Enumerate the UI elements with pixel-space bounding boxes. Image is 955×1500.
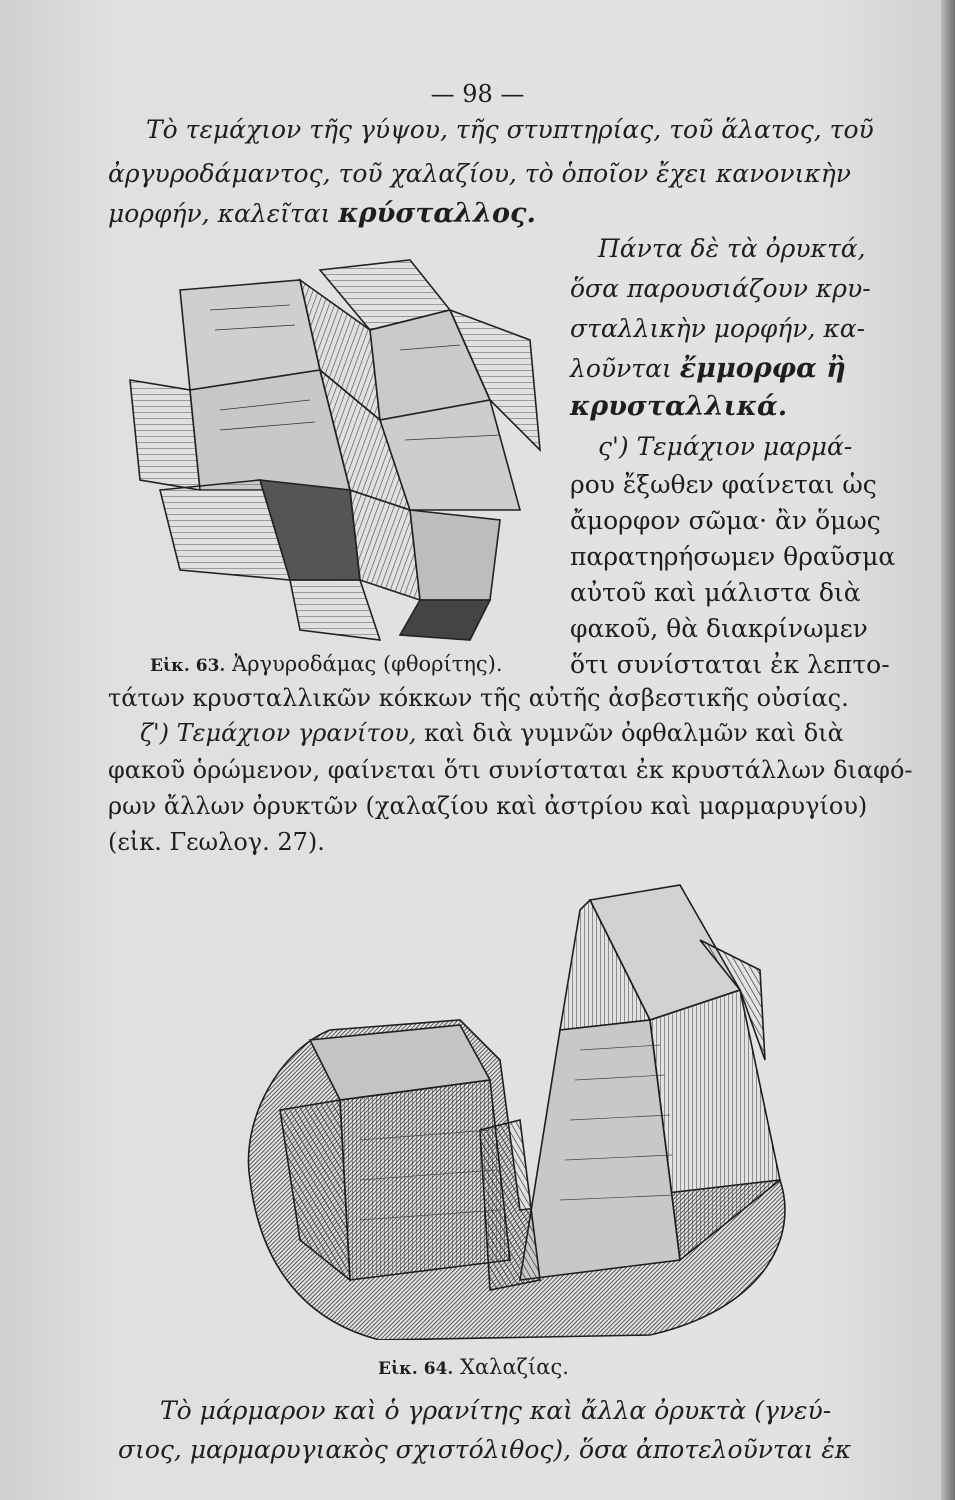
text-line: Τὸ τεμάχιον τῆς γύψου, τῆς στυπτηρίας, τοῦ ἅλατος, τοῦ [146,115,874,144]
text-fragment: καὶ διὰ γυμνῶν ὀφθαλμῶν καὶ διὰ [424,719,844,747]
text-line [140,718,844,748]
term-krystallika: κρυσταλλικά. [570,391,788,422]
figure-64-caption [378,1355,569,1379]
quartz-crystal-illustration [220,880,820,1340]
para7-label: ζ') Τεμάχιον γρανίτου, [140,719,417,747]
figure-63-label: Εἰκ. 63. [150,656,226,676]
figure-63-caption [150,652,503,676]
text-line: ὅσα παρουσιάζουν κρυ- [570,274,871,303]
term-krystallos: κρύσταλλος. [338,198,536,229]
text-line: ἄμορφον σῶμα· ἂν ὅμως [570,506,881,535]
text-line [108,199,536,229]
text-line: (εἰκ. Γεωλογ. 27). [108,828,325,856]
text-line: ρου ἔξωθεν φαίνεται ὡς [570,470,877,499]
text-line: παρατηρήσωμεν θραῦσμα [570,542,896,571]
text-line: σταλλικὴν μορφήν, κα- [570,314,866,343]
text-line: Πάντα δὲ τὰ ὀρυκτά, [598,234,866,263]
figure-64-label: Εἰκ. 64. [378,1359,454,1379]
text-line: φακοῦ, θὰ διακρίνωμεν [570,614,868,643]
text-line: ἀργυροδάμαντος, τοῦ χαλαζίου, τὸ ὁποῖον ἔχει κανονικὴν [108,159,851,188]
text-line [570,354,846,384]
figure-64-title: Χαλαζίας. [460,1355,569,1379]
text-line: σιος, μαρμαρυγιακὸς σχιστόλιθος), ὅσα ἀποτελοῦνται ἐκ [118,1435,852,1464]
text-line: ρων ἄλλων ὀρυκτῶν (χαλαζίου καὶ ἀστρίου καὶ μαρμαρυγίου) [108,792,868,820]
text-line: ὅτι συνίσταται ἐκ λεπτο- [570,650,890,679]
text-line: φακοῦ ὁρώμενον, φαίνεται ὅτι συνίσταται ἐκ κρυστάλλων διαφό- [108,756,913,784]
text-line: αὐτοῦ καὶ μάλιστα διὰ [570,578,861,607]
text-line: Τὸ μάρμαρον καὶ ὁ γρανίτης καὶ ἄλλα ὀρυκτὰ (γνεύ- [160,1396,832,1425]
text-fragment: μορφήν, καλεῖται [108,199,331,228]
text-line [598,432,852,462]
para6-label: ς') Τεμάχιον μαρμά- [598,432,853,461]
page-edge [941,0,955,1500]
text-fragment: λοῦνται [570,354,672,383]
figure-63-title: Ἀργυροδάμας (φθορίτης). [232,652,503,676]
term-emmorfa: ἔμμορφα ἢ [679,353,846,384]
page-number: — 98 — [430,80,525,108]
text-line: τάτων κρυσταλλικῶν κόκκων τῆς αὐτῆς ἀσβεστικῆς οὐσίας. [108,684,849,712]
fluorite-crystal-illustration [120,250,560,650]
